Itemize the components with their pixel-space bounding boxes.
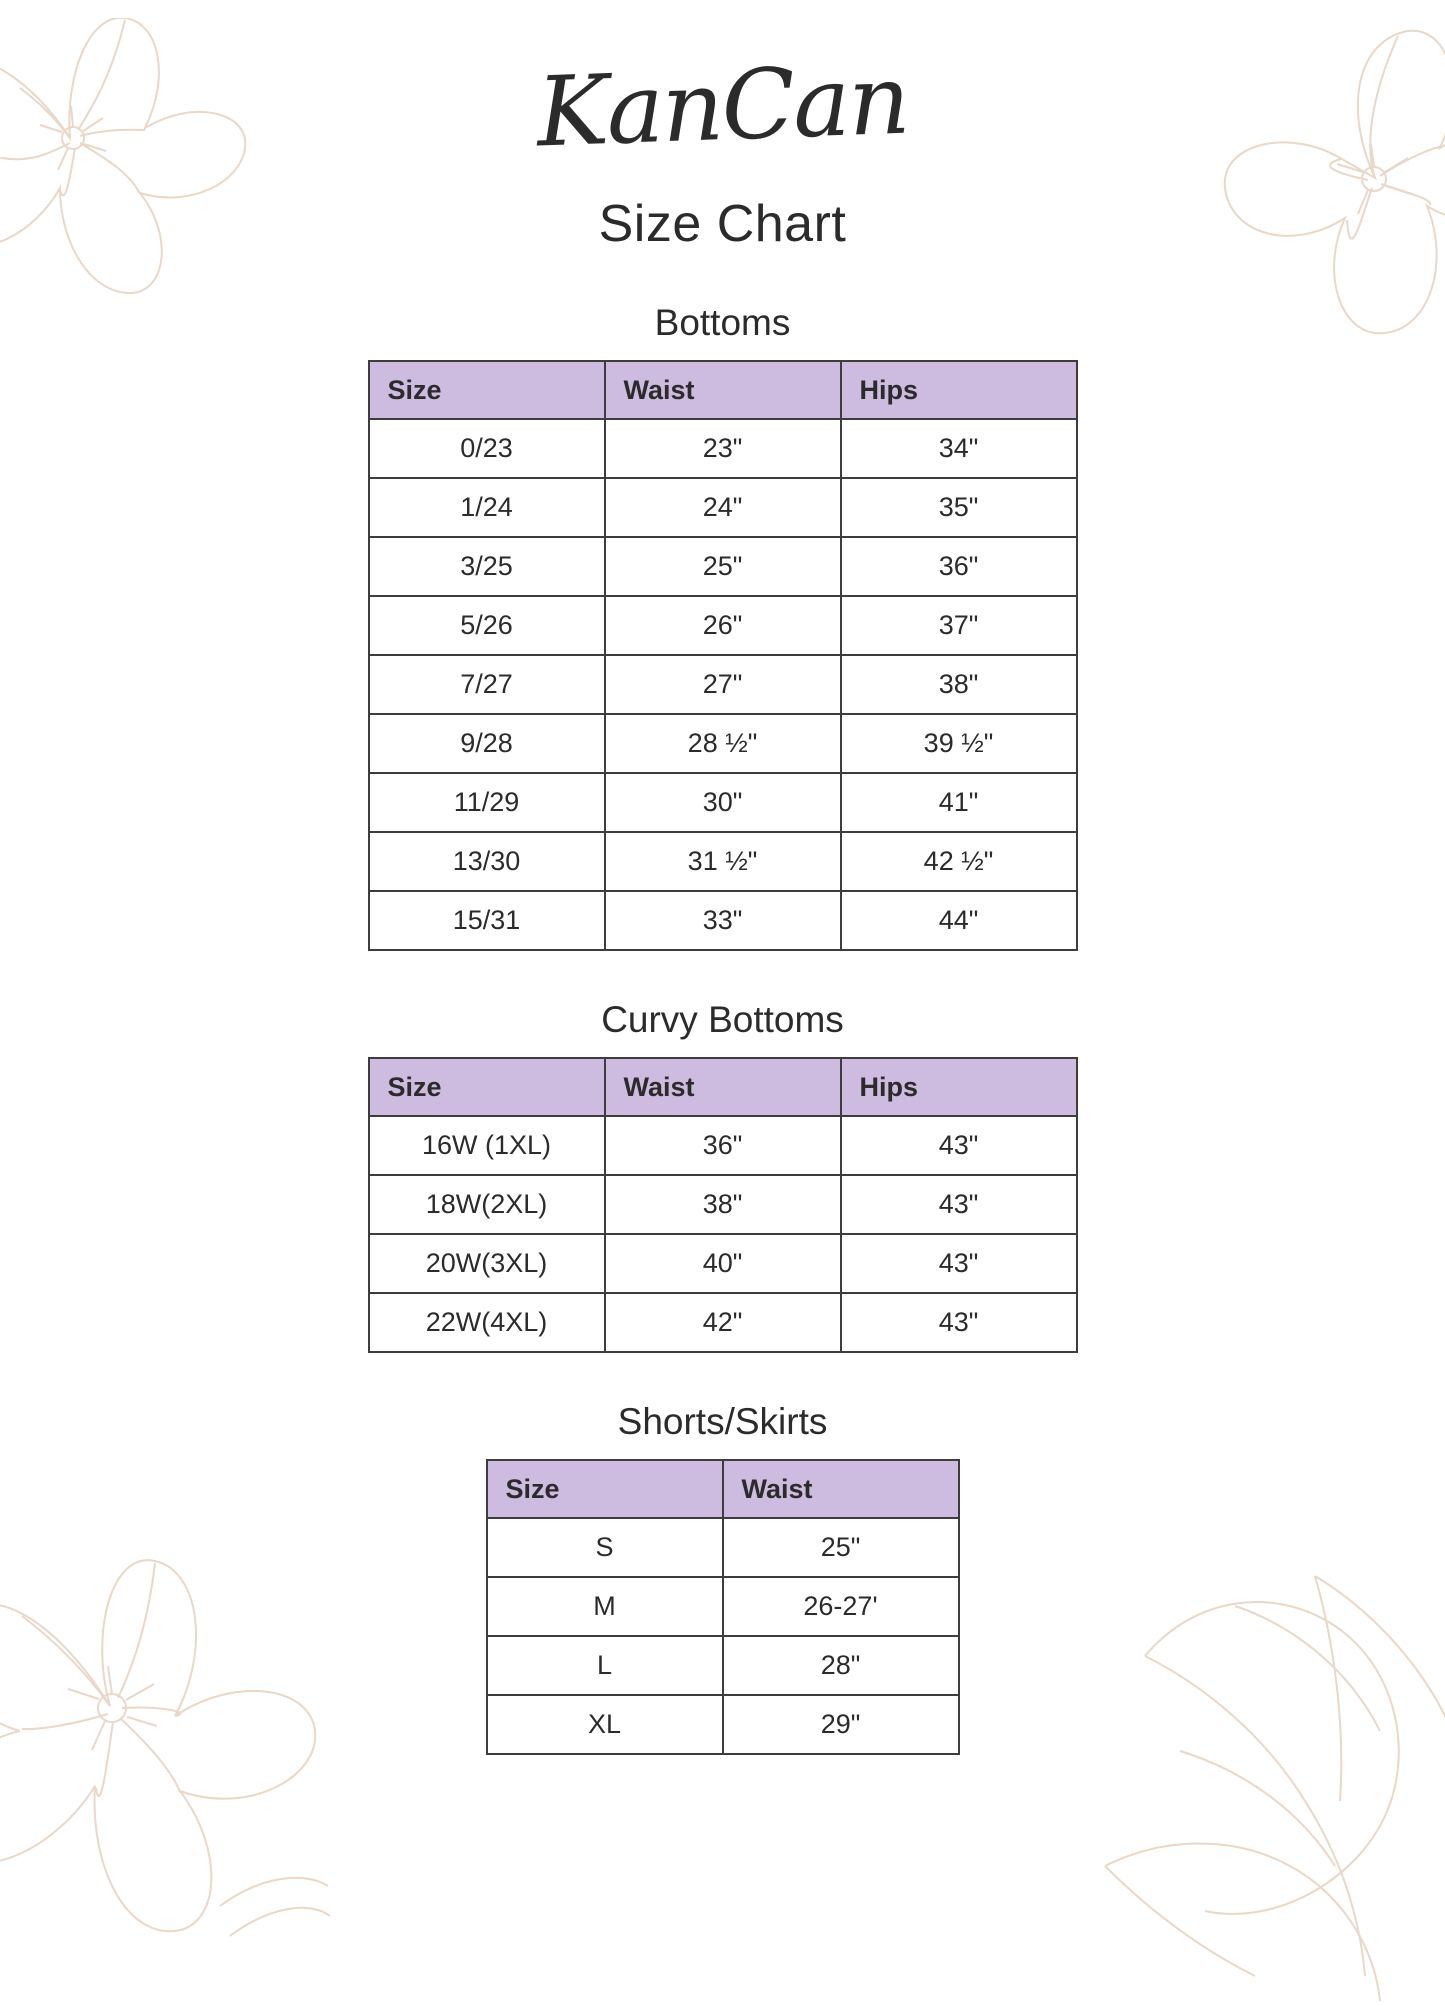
cell-hips: 43" (841, 1293, 1077, 1352)
column-header-waist: Waist (605, 1058, 841, 1116)
cell-hips: 37" (841, 596, 1077, 655)
cell-waist: 31 ½" (605, 832, 841, 891)
cell-size: 15/31 (369, 891, 605, 950)
cell-waist: 26" (605, 596, 841, 655)
cell-size: S (487, 1518, 723, 1577)
cell-waist: 27" (605, 655, 841, 714)
cell-waist: 25" (723, 1518, 959, 1577)
column-header-hips: Hips (841, 361, 1077, 419)
table-row (369, 655, 1077, 714)
cell-size: 11/29 (369, 773, 605, 832)
cell-size: 9/28 (369, 714, 605, 773)
column-header-size: Size (487, 1460, 723, 1518)
table-header-row (487, 1460, 959, 1518)
column-header-size: Size (369, 1058, 605, 1116)
cell-waist: 28 ½" (605, 714, 841, 773)
cell-size: 22W(4XL) (369, 1293, 605, 1352)
cell-size: M (487, 1577, 723, 1636)
cell-hips: 36" (841, 537, 1077, 596)
cell-waist: 25" (605, 537, 841, 596)
table-row (369, 1234, 1077, 1293)
table-row (369, 1175, 1077, 1234)
cell-hips: 43" (841, 1234, 1077, 1293)
column-header-hips: Hips (841, 1058, 1077, 1116)
table-row (369, 419, 1077, 478)
cell-size: L (487, 1636, 723, 1695)
cell-hips: 41" (841, 773, 1077, 832)
table-row (487, 1577, 959, 1636)
table-curvy-bottoms (368, 1057, 1078, 1353)
table-shorts-skirts (486, 1459, 960, 1755)
cell-size: 1/24 (369, 478, 605, 537)
cell-waist: 23" (605, 419, 841, 478)
table-row (369, 832, 1077, 891)
table-row (487, 1636, 959, 1695)
cell-size: 7/27 (369, 655, 605, 714)
brand-logo: KanCan (535, 43, 910, 169)
cell-size: 3/25 (369, 537, 605, 596)
cell-waist: 33" (605, 891, 841, 950)
table-row (369, 537, 1077, 596)
table-row (369, 714, 1077, 773)
cell-size: XL (487, 1695, 723, 1754)
table-header-row (369, 361, 1077, 419)
column-header-size: Size (369, 361, 605, 419)
table-header-row (369, 1058, 1077, 1116)
cell-waist: 42" (605, 1293, 841, 1352)
cell-size: 5/26 (369, 596, 605, 655)
table-row (487, 1518, 959, 1577)
cell-hips: 35" (841, 478, 1077, 537)
cell-hips: 38" (841, 655, 1077, 714)
table-row (369, 478, 1077, 537)
size-chart-page (0, 43, 1445, 1976)
cell-hips: 44" (841, 891, 1077, 950)
cell-waist: 36" (605, 1116, 841, 1175)
cell-size: 18W(2XL) (369, 1175, 605, 1234)
cell-size: 0/23 (369, 419, 605, 478)
cell-hips: 34" (841, 419, 1077, 478)
section-title-curvy-bottoms: Curvy Bottoms (601, 999, 844, 1040)
page-title: Size Chart (598, 195, 847, 253)
cell-hips: 39 ½" (841, 714, 1077, 773)
cell-waist: 38" (605, 1175, 841, 1234)
section-title-bottoms: Bottoms (654, 302, 791, 343)
cell-hips: 42 ½" (841, 832, 1077, 891)
cell-size: 13/30 (369, 832, 605, 891)
cell-waist: 26-27' (723, 1577, 959, 1636)
table-row (369, 1293, 1077, 1352)
cell-waist: 40" (605, 1234, 841, 1293)
cell-hips: 43" (841, 1116, 1077, 1175)
table-row (487, 1695, 959, 1754)
section-title-shorts-skirts: Shorts/Skirts (617, 1401, 828, 1442)
cell-waist: 30" (605, 773, 841, 832)
cell-size: 20W(3XL) (369, 1234, 605, 1293)
table-row (369, 773, 1077, 832)
cell-size: 16W (1XL) (369, 1116, 605, 1175)
column-header-waist: Waist (605, 361, 841, 419)
cell-waist: 28" (723, 1636, 959, 1695)
cell-waist: 29" (723, 1695, 959, 1754)
table-bottoms (368, 360, 1078, 951)
cell-hips: 43" (841, 1175, 1077, 1234)
table-row (369, 891, 1077, 950)
cell-waist: 24" (605, 478, 841, 537)
table-row (369, 1116, 1077, 1175)
column-header-waist: Waist (723, 1460, 959, 1518)
table-row (369, 596, 1077, 655)
